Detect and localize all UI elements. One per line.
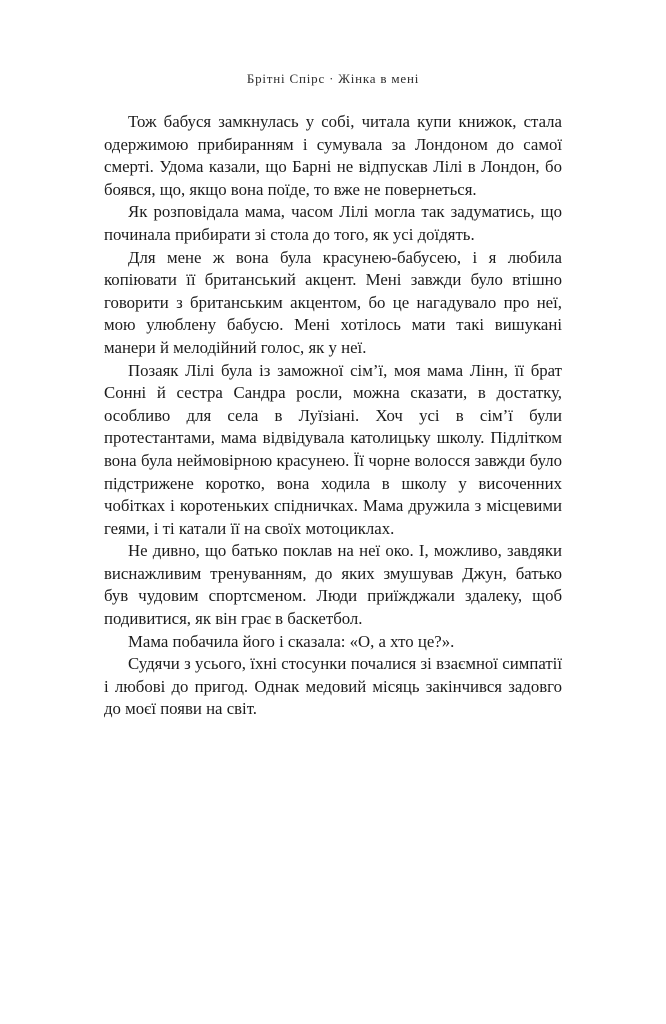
paragraph: Не дивно, що батько поклав на неї око. І, можливо, завдяки виснажливим тренуванням, до яких змушував Джун, батько був чудовим спортсменом. Люди приїжджали здалеку, щоб подивитися, як він грає в баскетбол. <box>104 541 562 629</box>
paragraph: Для мене ж вона була красунею-бабусею, і я любила копіювати її британський акцент. Мені завжди було втішно говорити з британським акцентом, бо це нагадувало про неї, мою улюблену бабусю. Мені хотілось мати такі вишукані манери й мелодійний голос, як у неї. <box>104 247 562 357</box>
paragraph: Позаяк Лілі була із заможної сім’ї, моя мама Лінн, її брат Сонні й сестра Сандра росли, можна сказати, в достатку, особливо для села в Луїзіані. Хоч усі в сім’ї були протестантами, мама відвідувала католицьку школу. Підлітком вона була неймовірною красунею. Її чорне волосся завжди було підстрижене коротко, вона ходила в школу у височенних чобітках і коротеньких спідничках. Мама дружила з місцевими геями, і ті катали її на своїх мотоциклах. <box>104 360 562 538</box>
paragraph: Судячи з усього, їхні стосунки почалися зі взаємної симпатії і любові до пригод. Однак медовий місяць закінчився задовго до моєї появи на світ. <box>104 654 562 719</box>
body-text <box>104 111 562 721</box>
paragraph: Мама побачила його і сказала: «О, а хто це?». <box>128 631 455 651</box>
running-header: Брітні Спірс · Жінка в мені <box>246 71 420 86</box>
paragraph: Тож бабуся замкнулась у собі, читала купи книжок, стала одержимою прибиранням і сумувала за Лондоном до самої смерті. Удома казали, що Барні не відпускав Лілі в Лондон, бо боявся, що, якщо вона поїде, то вже не повернеться. <box>104 112 562 199</box>
paragraph: Як розповідала мама, часом Лілі могла так задуматись, що починала прибирати зі стола до того, як усі доїдять. <box>104 202 562 244</box>
